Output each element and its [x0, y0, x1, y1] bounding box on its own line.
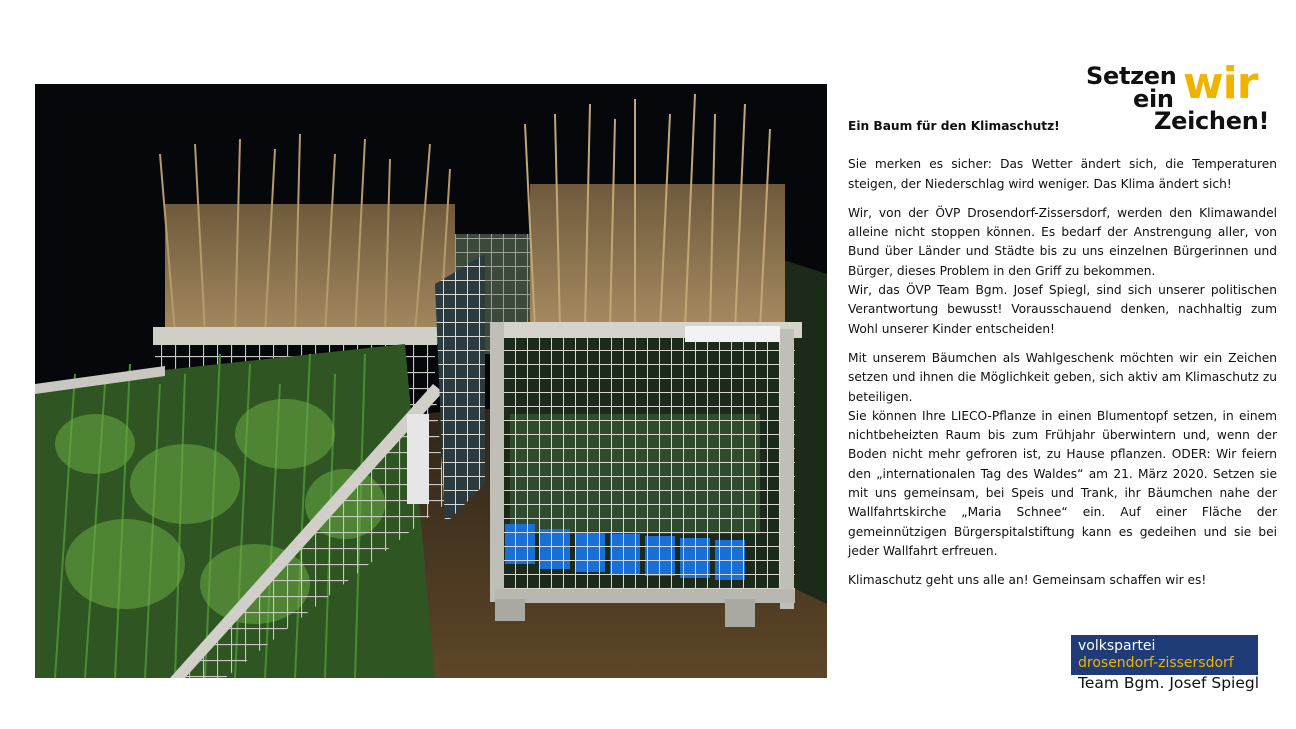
article-paragraph-1: Sie merken es sicher: Das Wetter ändert sich, die Temperaturen steigen, der Niederschlag wird weniger. Das Klima ändert sich! — [848, 157, 1277, 191]
badge-line-1: volkspartei — [1078, 638, 1156, 654]
party-badge — [1071, 635, 1258, 675]
logo-word-ein: ein — [1133, 85, 1174, 113]
article-paragraph-3b: Sie können Ihre LIECO-Pflanze in einen Blumentopf setzen, in einem nichtbeheizten Raum bis zum Frühjahr überwintern und, wenn der Boden nicht mehr gefroren ist, zu Hause pflanzen. ODER: Wir feiern den „internationalen Tag des Waldes“ am 21. März 2020. Setzen sie mit uns gemeinsam, bei Speis und Trank, ihr Bäumchen nahe der Wallfahrtskirche „Maria Schnee“ ein. Auf einer Fläche der gemeinnützigen Bürgerspitalstiftung kann es gedeihen und sie bei jeder Wallfahrt erfreuen. — [848, 408, 1277, 558]
article-heading: Ein Baum für den Klimaschutz! — [848, 119, 1060, 133]
team-label: Team Bgm. Josef Spiegl — [1078, 674, 1260, 692]
badge-line-2: drosendorf-zissersdorf — [1078, 655, 1234, 671]
seedling-crates-photo — [35, 84, 827, 678]
logo-word-wir: wir — [1183, 58, 1258, 109]
article-paragraph-2a: Wir, von der ÖVP Drosendorf-Zissersdorf, werden den Klimawandel alleine nicht stoppen können. Es bedarf der Anstrengung aller, von Bund über Länder und Städte bis zu uns einzelnen Bürgerinnen und Bürger, dieses Problem in den Griff zu bekommen. — [848, 205, 1277, 278]
logo-word-setzen: Setzen — [1086, 62, 1177, 90]
article — [848, 117, 1277, 601]
logo-word-zeichen: Zeichen! — [1154, 107, 1270, 135]
article-paragraph-3a: Mit unserem Bäumchen als Wahlgeschenk möchten wir ein Zeichen setzen und ihnen die Möglichkeit geben, sich aktiv am Klimaschutz zu beteiligen. — [848, 350, 1277, 404]
article-paragraph-4: Klimaschutz geht uns alle an! Gemeinsam schaffen wir es! — [848, 573, 1207, 588]
article-paragraph-2b: Wir, das ÖVP Team Bgm. Josef Spiegl, sind sich unserer politischen Verantwortung bewusst! Vorausschauend denken, nachhaltig zum Wohl unserer Kinder entscheiden! — [848, 283, 1277, 336]
